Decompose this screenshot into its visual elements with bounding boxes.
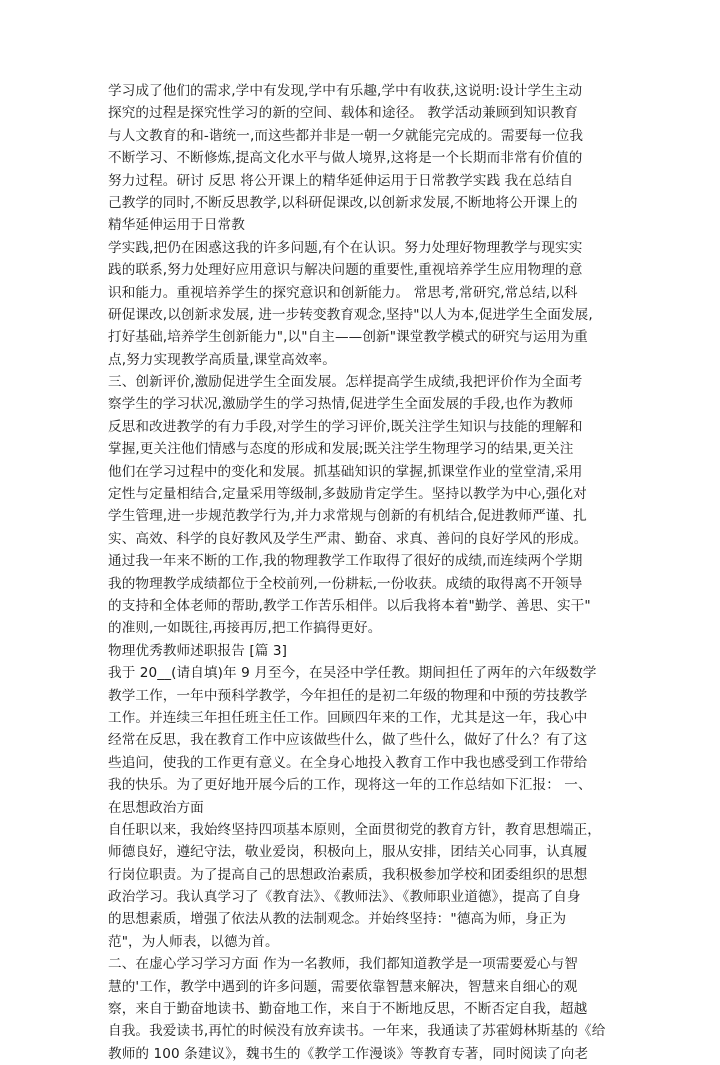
text-line: 自任职以来，我始终坚持四项基本原则，全面贯彻党的教育方针，教育思想端正， — [108, 821, 601, 838]
document-body — [108, 80, 618, 1065]
text-line: 通过我一年来不断的工作,我的物理教学工作取得了很好的成绩,而连续两个学期 — [108, 553, 583, 570]
text-line: 的准则,一如既往,再接再厉,把工作搞得更好。 — [108, 620, 382, 637]
text-line: 行岗位职责。为了提高自己的思想政治素质，我积极参加学校和团委组织的思想 — [108, 866, 588, 883]
text-line: 实、高效、科学的良好教风及学生严肃、勤奋、求真、善问的良好学风的形成。 — [108, 530, 588, 547]
text-line: 掌握,更关注他们情感与态度的形成和发展;既关注学生物理学习的结果,更关注 — [108, 441, 574, 458]
text-line: 教学工作，一年中预科学教学，今年担任的是初二年级的物理和中预的劳技教学 — [108, 687, 588, 704]
text-line: 我的物理教学成绩都位于全校前列,一份耕耘,一份收获。成绩的取得离不开领导 — [108, 575, 583, 592]
text-line: 自我。我爱读书,再忙的时候没有放弃读书。一年来，我通读了苏霍姆林斯基的《给 — [108, 1023, 606, 1040]
text-line: 范"，为人师表，以德为首。 — [108, 933, 279, 950]
text-line: 政治学习。我认真学习了《教育法》、《教师法》、《教师职业道德》，提高了自身 — [108, 889, 581, 906]
text-line: 他们在学习过程中的变化和发展。抓基础知识的掌握,抓课堂作业的堂堂清,采用 — [108, 463, 583, 480]
text-line: 经常在反思，我在教育工作中应该做些什么，做了些什么，做好了什么？有了这 — [108, 732, 588, 749]
text-line: 己教学的同时,不断反思教学,以科研促课改,以创新求发展,不断地将公开课上的 — [108, 194, 578, 211]
text-line: 反思和改进教学的有力手段,对学生的学习评价,既关注学生知识与技能的理解和 — [108, 418, 583, 435]
text-line: 点,努力实现教学高质量,课堂高效率。 — [108, 351, 336, 368]
text-line: 打好基础,培养学生创新能力",以"自主——创新"课堂教学模式的研究与运用为重 — [108, 329, 588, 346]
text-line: 努力过程。研讨 反思 将公开课上的精华延伸运用于日常教学实践 我在总结自 — [108, 172, 574, 189]
text-line: 慧的'工作，教学中遇到的许多问题，需要依靠智慧来解决，智慧来自细心的观 — [108, 978, 578, 995]
text-line: 察学生的学习状况,激励学生的学习热情,促进学生全面发展的手段,也作为教师 — [108, 396, 574, 413]
text-line: 的支持和全体老师的帮助,教学工作苦乐相伴。以后我将本着"勤学、善思、实干" — [108, 597, 591, 614]
text-line: 察，来自于勤奋地读书、勤奋地工作，来自于不断地反思，不断否定自我，超越 — [108, 1001, 588, 1018]
text-line: 我于 20__(请自填)年 9 月至今，在吴泾中学任教。期间担任了两年的六年级数学 — [108, 665, 597, 682]
text-line: 工作。并连续三年担任班主任工作。回顾四年来的工作，尤其是这一年，我心中 — [108, 709, 588, 726]
text-line: 学生管理,进一步规范教学行为,并力求常规与创新的有机结合,促进教师严谨、扎 — [108, 508, 587, 525]
text-line: 的思想素质，增强了依法从教的法制观念。并始终坚持："德高为师，身正为 — [108, 911, 567, 928]
text-line: 探究的过程是探究性学习的新的空间、载体和途径。 教学活动兼顾到知识教育 — [108, 105, 579, 122]
text-line: 师德良好，遵纪守法，敬业爱岗，积极向上，服从安排，团结关心同事，认真履 — [108, 844, 588, 861]
text-line: 教师的 100 条建议》，魏书生的《教学工作漫谈》等教育专著，同时阅读了向老 — [108, 1045, 589, 1062]
text-line: 些追问，使我的工作更有意义。在全身心地投入教育工作中我也感受到工作带给 — [108, 754, 588, 771]
text-line: 学习成了他们的需求,学中有发现,学中有乐趣,学中有收获,这说明:设计学生主动 — [108, 83, 583, 99]
text-line: 识和能力。重视培养学生的探究意识和创新能力。 常思考,常研究,常总结,以科 — [108, 284, 578, 301]
text-line: 定性与定量相结合,定量采用等级制,多鼓励肯定学生。坚持以教学为中心,强化对 — [108, 486, 587, 503]
text-line: 二、在虚心学习学习方面 作为一名教师，我们都知道教学是一项需要爱心与智 — [108, 956, 579, 973]
text-line: 学实践,把仍在困惑这我的许多问题,有个在认识。努力处理好物理教学与现实实 — [108, 239, 583, 256]
text-line: 在思想政治方面 — [108, 799, 204, 816]
text-line: 精华延伸运用于日常教 — [108, 217, 245, 234]
text-line: 践的联系,努力处理好应用意识与解决问题的重要性,重视培养学生应用物理的意 — [108, 262, 583, 279]
text-line: 研促课改,以创新求发展, 进一步转变教育观念,坚持"以人为本,促进学生全面发展, — [108, 306, 593, 323]
text-line: 与人文教育的和-谐统一,而这些都并非是一朝一夕就能完完成的。需要每一位我 — [108, 127, 584, 144]
text-line: 物理优秀教师述职报告 [篇 3] — [108, 642, 288, 659]
text-line: 不断学习、不断修炼,提高文化水平与做人境界,这将是一个长期而非常有价值的 — [108, 150, 583, 167]
text-line: 我的快乐。为了更好地开展今后的工作，现将这一年的工作总结如下汇报： 一、 — [108, 777, 592, 794]
text-line: 三、创新评价,激励促进学生全面发展。怎样提高学生成绩,我把评价作为全面考 — [108, 374, 583, 391]
